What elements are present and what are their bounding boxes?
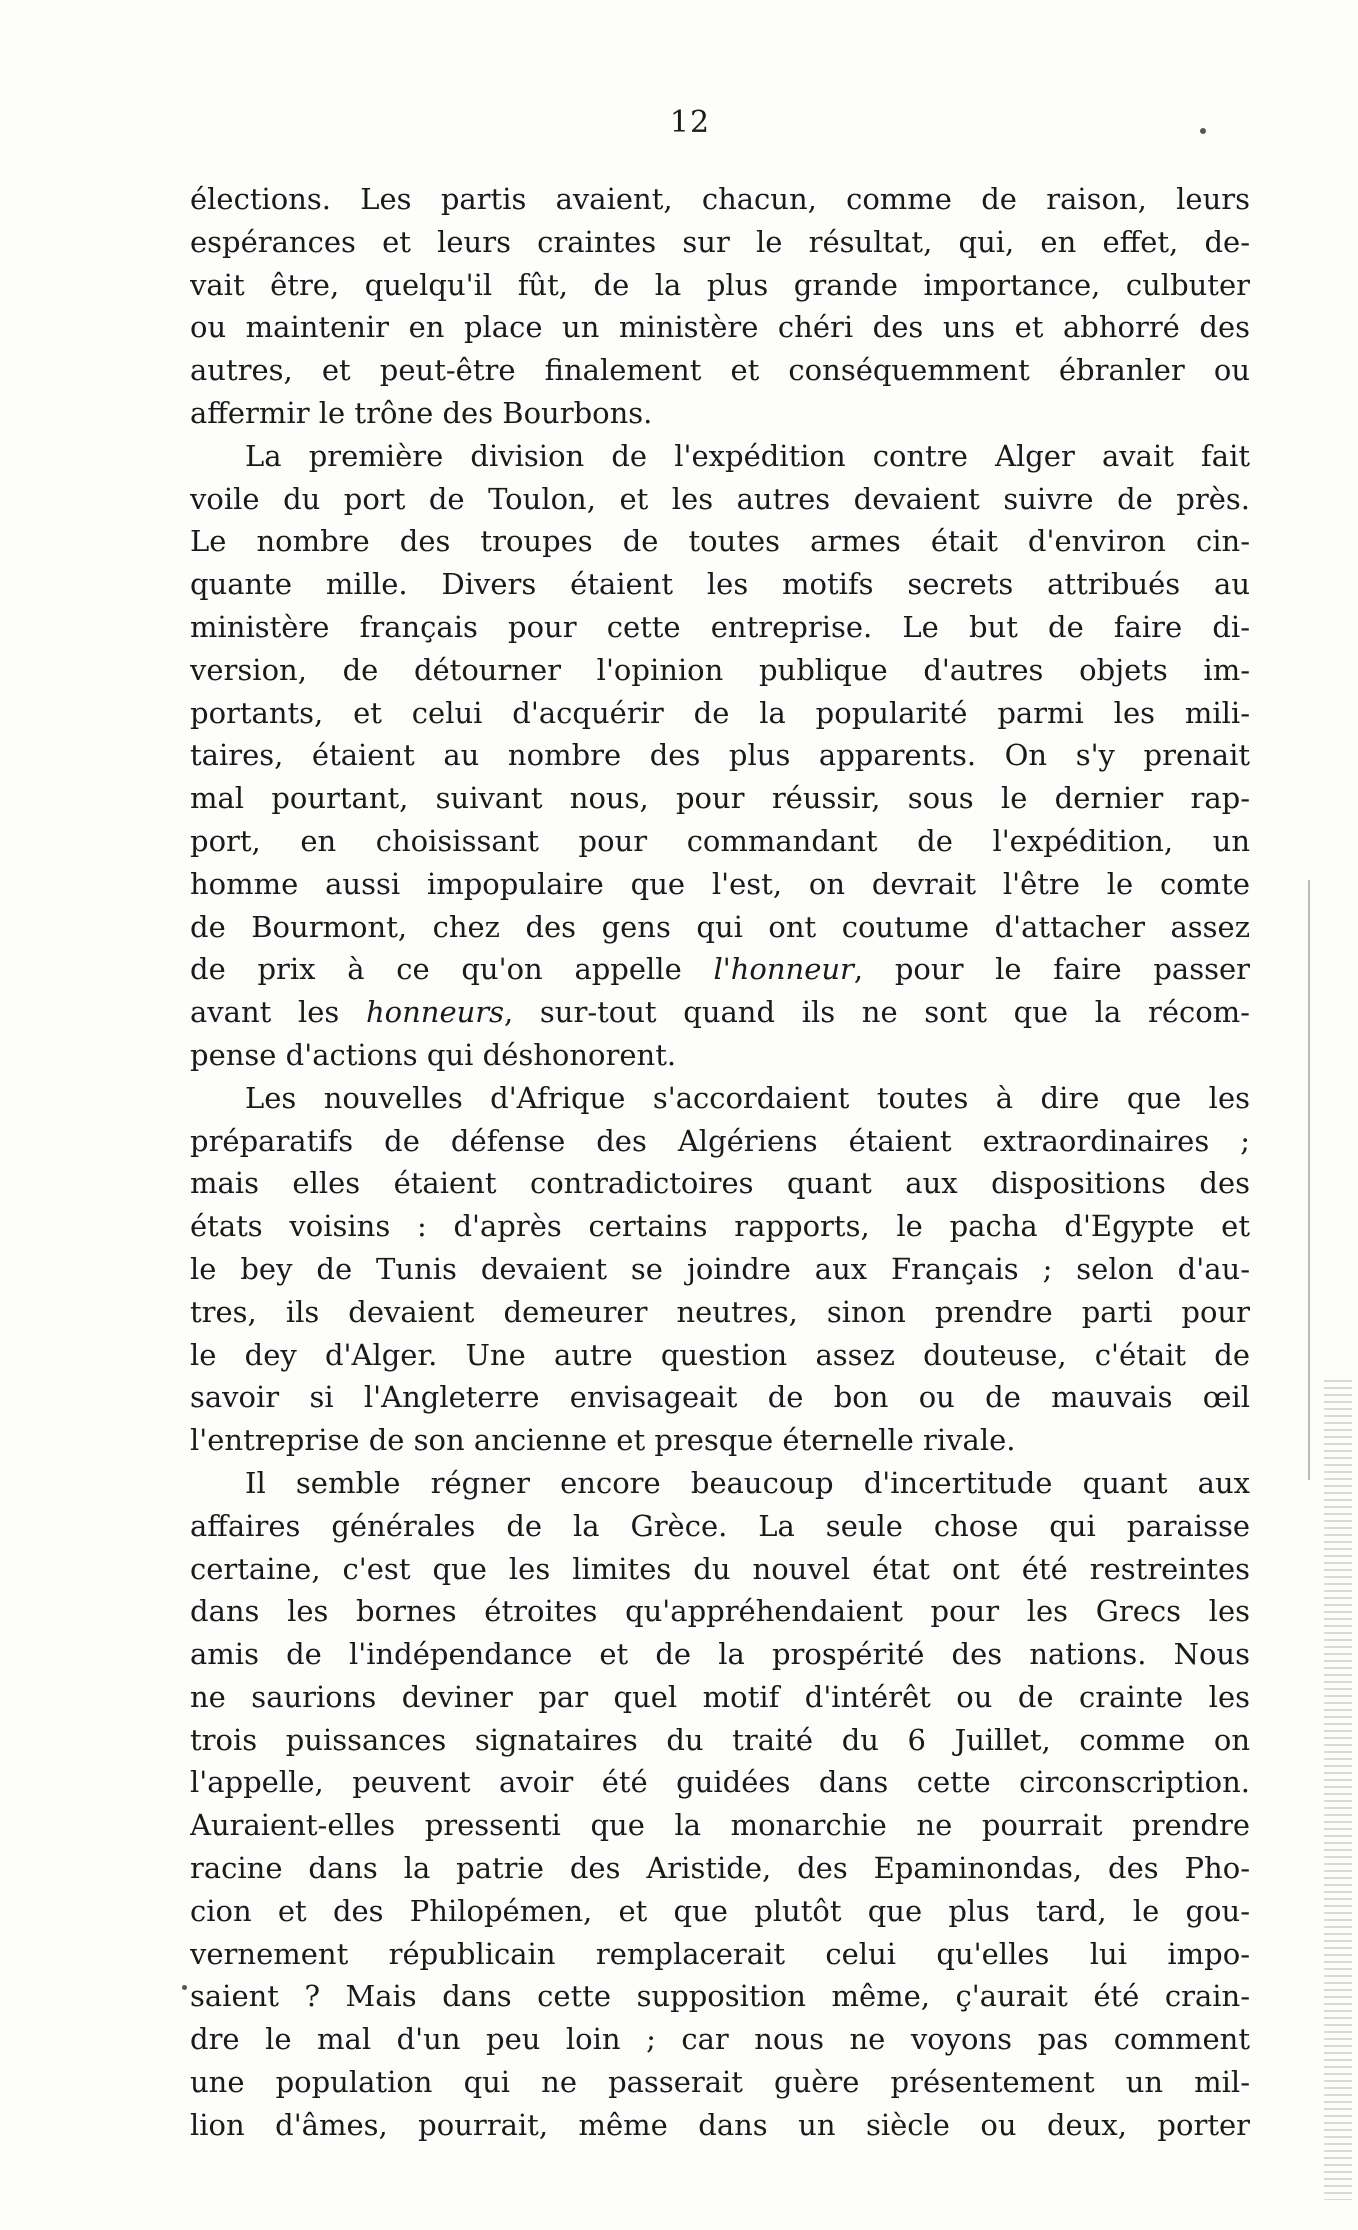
text-line-content: version, de détourner l'opinion publique d'autres objets im- (190, 652, 1250, 687)
text-line (190, 692, 1250, 735)
text-line-content: La première division de l'expédition contre Alger avait fait (245, 438, 1250, 473)
text-line (190, 906, 1250, 949)
text-line (190, 1548, 1250, 1591)
text-line (190, 820, 1250, 863)
text-line-content: mais elles étaient contradictoires quant aux dispositions des (190, 1166, 1250, 1201)
text-line (190, 1676, 1250, 1719)
text-line (190, 435, 1250, 478)
text-line-content: voile du port de Toulon, et les autres devaient suivre de près. (190, 481, 1250, 516)
text-line (190, 221, 1250, 264)
text-line-content: racine dans la patrie des Aristide, des Epaminondas, des Pho- (190, 1851, 1250, 1886)
text-line-content: de Bourmont, chez des gens qui ont coutume d'attacher assez (190, 909, 1250, 944)
text-line (190, 649, 1250, 692)
text-line (190, 1633, 1250, 1676)
text-line-content: cion et des Philopémen, et que plutôt que plus tard, le gou- (190, 1893, 1250, 1928)
text-line (190, 1847, 1250, 1890)
binding-edge-noise (1324, 1380, 1352, 2200)
text-line-content: espérances et leurs craintes sur le résultat, qui, en effet, de- (190, 224, 1250, 259)
text-line (190, 306, 1250, 349)
text-line-content: une population qui ne passerait guère présentement un mil- (190, 2065, 1250, 2100)
text-line-content: taires, étaient au nombre des plus apparents. On s'y prenait (190, 738, 1250, 773)
text-line-content: élections. Les partis avaient, chacun, comme de raison, leurs (190, 182, 1250, 216)
text-line-content: amis de l'indépendance et de la prospérité des nations. Nous (190, 1637, 1250, 1672)
text-line-content: Auraient-elles pressenti que la monarchie ne pourrait prendre (190, 1808, 1250, 1843)
text-line-content: ou maintenir en place un ministère chéri des uns et abhorré des (190, 310, 1250, 345)
text-line (190, 2104, 1250, 2147)
text-line-content: dans les bornes étroites qu'appréhendaient pour les Grecs les (190, 1594, 1250, 1629)
text-line (190, 1162, 1250, 1205)
text-line (190, 1890, 1250, 1933)
text-line-content: saient ? Mais dans cette supposition même, ç'aurait été crain- (190, 1979, 1250, 2014)
text-line (190, 1419, 1250, 1462)
text-line-content: l'entreprise de son ancienne et presque éternelle rivale. (190, 1423, 1016, 1458)
text-line-content: ne saurions deviner par quel motif d'intérêt ou de crainte les (190, 1679, 1250, 1714)
text-line (190, 734, 1250, 777)
text-line-content: lion d'âmes, pourrait, même dans un siècle ou deux, porter (190, 2107, 1250, 2142)
text-line (190, 563, 1250, 606)
text-line-content: ministère français pour cette entreprise. Le but de faire di- (190, 609, 1250, 644)
text-line-content: affaires générales de la Grèce. La seule chose qui paraisse (190, 1508, 1250, 1543)
text-line-content: le bey de Tunis devaient se joindre aux Français ; selon d'au- (190, 1251, 1250, 1286)
text-line-content: le dey d'Alger. Une autre question assez douteuse, c'était de (190, 1337, 1250, 1372)
text-line (190, 264, 1250, 307)
text-line (190, 1077, 1250, 1120)
text-line-content: de prix à ce qu'on appelle (190, 952, 714, 987)
text-line (190, 178, 1250, 221)
text-line-content: Il semble régner encore beaucoup d'incertitude quant aux (245, 1465, 1250, 1500)
text-line (190, 392, 1250, 435)
text-line (190, 948, 1250, 991)
text-line-content: affermir le trône des Bourbons. (190, 395, 653, 430)
text-line (190, 2061, 1250, 2104)
text-line-content: avant les (190, 995, 366, 1030)
text-line-content: homme aussi impopulaire que l'est, on devrait l'être le comte (190, 866, 1250, 901)
text-line (190, 1505, 1250, 1548)
text-line-content: pense d'actions qui déshonorent. (190, 1037, 677, 1072)
text-line-content: l'appelle, peuvent avoir été guidées dans cette circonscription. (190, 1765, 1250, 1800)
text-line (190, 2018, 1250, 2061)
text-line (190, 1291, 1250, 1334)
italic-word: l'honneur (713, 952, 854, 987)
text-line-content: Le nombre des troupes de toutes armes était d'environ cin- (190, 524, 1250, 559)
text-line (190, 1719, 1250, 1762)
text-line-content: savoir si l'Angleterre envisageait de bon ou de mauvais œil (190, 1380, 1250, 1415)
ink-speck (1200, 128, 1206, 134)
text-line (190, 1376, 1250, 1419)
text-line (190, 1761, 1250, 1804)
text-line (190, 1590, 1250, 1633)
text-line (190, 1975, 1250, 2018)
text-line (190, 520, 1250, 563)
text-line-content: états voisins : d'après certains rapports, le pacha d'Egypte et (190, 1209, 1250, 1244)
text-line (190, 863, 1250, 906)
text-line (190, 349, 1250, 392)
text-line-content: préparatifs de défense des Algériens étaient extraordinaires ; (190, 1123, 1250, 1158)
margin-shadow (1308, 880, 1310, 1480)
text-line-content: quante mille. Divers étaient les motifs secrets attribués au (190, 567, 1250, 602)
text-line (190, 1120, 1250, 1163)
ink-speck (182, 1985, 187, 1990)
page-number: 12 (669, 105, 711, 140)
text-line-content: Les nouvelles d'Afrique s'accordaient toutes à dire que les (245, 1080, 1250, 1115)
body-text (190, 178, 1250, 2147)
text-line (190, 478, 1250, 521)
text-line (190, 1462, 1250, 1505)
text-line-content: , pour le faire passer (853, 952, 1250, 987)
text-line (190, 1933, 1250, 1976)
text-line (190, 1248, 1250, 1291)
text-line (190, 1334, 1250, 1377)
text-line (190, 606, 1250, 649)
text-line-content: port, en choisissant pour commandant de l'expédition, un (190, 823, 1250, 858)
text-line-content: tres, ils devaient demeurer neutres, sinon prendre parti pour (190, 1294, 1250, 1329)
text-line (190, 1804, 1250, 1847)
text-line-content: , sur-tout quand ils ne sont que la récom- (504, 995, 1250, 1030)
text-line-content: vernement républicain remplacerait celui qu'elles lui impo- (190, 1936, 1250, 1971)
text-line-content: portants, et celui d'acquérir de la popularité parmi les mili- (190, 695, 1250, 730)
italic-word: honneurs (365, 995, 505, 1030)
text-line (190, 777, 1250, 820)
text-line (190, 1205, 1250, 1248)
text-line (190, 991, 1250, 1034)
text-line-content: vait être, quelqu'il fût, de la plus grande importance, culbuter (190, 267, 1250, 302)
text-line (190, 1034, 1250, 1077)
text-line-content: autres, et peut-être finalement et conséquemment ébranler ou (190, 353, 1250, 388)
text-line-content: certaine, c'est que les limites du nouvel état ont été restreintes (190, 1551, 1250, 1586)
text-line-content: mal pourtant, suivant nous, pour réussir, sous le dernier rap- (190, 781, 1250, 816)
text-line-content: dre le mal d'un peu loin ; car nous ne voyons pas comment (190, 2022, 1250, 2057)
text-line-content: trois puissances signataires du traité du 6 Juillet, comme on (190, 1722, 1250, 1757)
